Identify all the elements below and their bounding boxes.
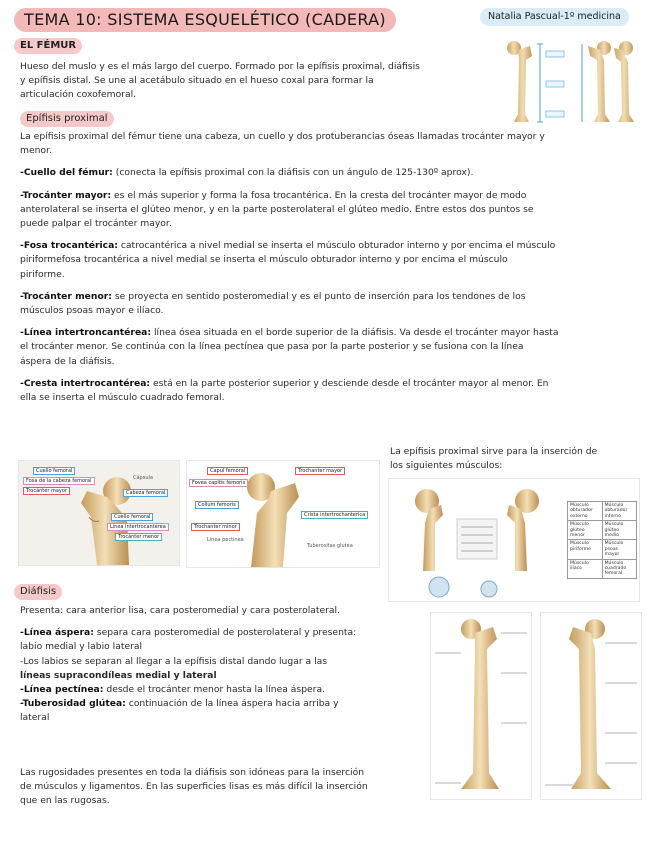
femur-anterior-illustration bbox=[431, 613, 531, 799]
text-line: lateral bbox=[20, 712, 50, 724]
text-line: puede palpar el trocánter mayor. bbox=[20, 218, 172, 230]
table-row bbox=[568, 521, 637, 540]
label-fosa-cabeza: Fosa de la cabeza femoral bbox=[23, 477, 95, 485]
muscles-insertion-figure bbox=[388, 478, 640, 602]
proximal-femur-figure-2 bbox=[186, 460, 380, 568]
tmayor-term: -Trocánter mayor: bbox=[20, 189, 112, 201]
cuello-text: (conecta la epífisis proximal con la diáfisis con un ángulo de 125-130º aprox). bbox=[112, 167, 474, 179]
text-line: de músculos y ligamentos. En las superficies lisas es más difícil la inserción bbox=[20, 781, 368, 793]
text-line: que en las rugosas. bbox=[20, 795, 110, 807]
text-line: ella se inserta el músculo cuadrado femoral. bbox=[20, 392, 225, 404]
table-row bbox=[568, 502, 637, 521]
label-trochanter-minor: Trochanter minor bbox=[191, 523, 240, 531]
muscles-table bbox=[567, 501, 637, 579]
pectinea-term: -Línea pectínea: bbox=[20, 684, 104, 696]
tmayor-paragraph bbox=[20, 189, 640, 203]
label-linea-intertrocanterea: Línea intertrocantérea bbox=[107, 523, 169, 531]
tmenor-term: -Trocánter menor: bbox=[20, 290, 112, 302]
table-row bbox=[568, 559, 637, 578]
femur-anterior-figure bbox=[430, 612, 532, 800]
pectinea-paragraph bbox=[20, 683, 420, 697]
text-line: anterolateral se inserta el glúteo menor, y en la parte posterolateral el glúteo medio. Entre estos dos puntos se bbox=[20, 203, 534, 215]
label-cuello-femoral: Cuello femoral bbox=[33, 467, 75, 475]
table-row bbox=[568, 540, 637, 559]
tmenor-paragraph bbox=[20, 290, 640, 304]
text-line: se proyecta en sentido posteromedial y es el punto de inserción para los tendones de los bbox=[111, 290, 526, 302]
page-title: TEMA 10: SISTEMA ESQUELÉTICO (CADERA) bbox=[14, 8, 396, 32]
linea-paragraph bbox=[20, 326, 640, 340]
text-line: labio medial y labio lateral bbox=[20, 641, 143, 653]
label-collum: Collum femoris bbox=[195, 501, 239, 509]
cuello-paragraph bbox=[20, 166, 640, 180]
label-cuello-femoral-2: Cuello femoral bbox=[111, 513, 153, 521]
femur-posterior-illustration bbox=[541, 613, 641, 799]
cresta-paragraph bbox=[20, 377, 640, 391]
label-capsula: Cápsula bbox=[133, 475, 153, 481]
epifisis-heading: Epífisis proximal bbox=[20, 111, 114, 127]
cresta-term: -Cresta intertrocantérea: bbox=[20, 377, 151, 389]
text-line: los siguientes músculos: bbox=[390, 460, 503, 472]
table-cell: Músculo iliaco bbox=[568, 559, 603, 578]
muscles-caption bbox=[390, 445, 640, 473]
table-cell: Músculo obturador externo bbox=[568, 502, 603, 521]
text-line: continuación de la línea áspera hacia arriba y bbox=[125, 698, 339, 710]
label-tuberositas: Tuberositas glutea bbox=[307, 543, 353, 549]
text-line: músculos psoas mayor e ilíaco. bbox=[20, 305, 164, 317]
rugosidades-paragraph bbox=[20, 766, 420, 809]
femur-intro-line: Hueso del muslo y es el más largo del cuerpo. Formado por la epífisis proximal, diáfisis bbox=[20, 61, 420, 72]
label-trocanter-mayor: Trocánter mayor bbox=[23, 487, 70, 495]
label-trocanter-menor: Trocánter menor bbox=[115, 533, 162, 541]
text-line: el trocánter menor. Se continúa con la línea pectínea que pasa por la parte posterior y se fusiona con la línea bbox=[20, 341, 524, 353]
femur-intro bbox=[20, 60, 490, 103]
femur-overview-illustration bbox=[500, 36, 640, 126]
text-line: línea ósea situada en el borde superior de la diáfisis. Va desde el trocánter mayor hasta bbox=[151, 327, 559, 339]
table-cell: Músculo glúteo menor bbox=[568, 521, 603, 540]
femur-heading: EL FÉMUR bbox=[14, 38, 82, 54]
text-line: piriforme. bbox=[20, 268, 65, 280]
linea-term: -Línea intertroncantérea: bbox=[20, 327, 152, 339]
femur-intro-line: y epífisis distal. Se une al acetábulo situado en el hueso coxal para formar la bbox=[20, 75, 374, 87]
text-line: Las rugosidades presentes en toda la diáfisis son idóneas para la inserción bbox=[20, 767, 365, 778]
text-line: catrocantérica a nivel medial se inserta el músculo obturador interno y por encima el músculo bbox=[117, 240, 556, 252]
proximal-femur-figure-1 bbox=[18, 460, 180, 566]
table-cell: Músculo cuadrado femoral bbox=[602, 559, 636, 578]
epifisis-body bbox=[20, 130, 640, 405]
fosa-term: -Fosa trocantérica: bbox=[20, 240, 118, 252]
glutea-paragraph bbox=[20, 697, 420, 711]
label-fovea: Fovea capitis femoris bbox=[189, 479, 248, 487]
label-crista: Crista intertrochanterica bbox=[301, 511, 368, 519]
femur-posterior-figure bbox=[540, 612, 642, 800]
glutea-term: -Tuberosidad glútea: bbox=[20, 698, 126, 710]
text-line: La epífisis proximal del fémur tiene una cabeza, un cuello y dos protuberancias óseas llamadas trocánter mayor y bbox=[20, 131, 545, 142]
diafisis-body bbox=[20, 604, 420, 726]
diafisis-heading: Diáfisis bbox=[14, 584, 62, 600]
aspera-paragraph bbox=[20, 626, 420, 640]
table-cell: Músculo obturador interno bbox=[602, 502, 636, 521]
aspera-term: -Línea áspera: bbox=[20, 627, 94, 639]
label-trochanter-mayor: Trochanter mayor bbox=[295, 467, 345, 475]
label-linea-pectinea: Linea pectinea bbox=[207, 537, 244, 543]
muscles-insertion-illustration bbox=[389, 479, 569, 601]
table-cell: Músculo glúteo medio bbox=[602, 521, 636, 540]
femur-intro-line: articulación coxofemoral. bbox=[20, 89, 137, 101]
text-line: menor. bbox=[20, 145, 52, 157]
text-line: áspera de la diáfisis. bbox=[20, 355, 115, 367]
text-line: -Los labios se separan al llegar a la epífisis distal dando lugar a las bbox=[20, 655, 328, 667]
table-cell: Músculo psoas mayor bbox=[602, 540, 636, 559]
text-line: La epífisis proximal sirve para la inserción de bbox=[390, 446, 598, 457]
text-line: desde el trocánter menor hasta la línea áspera. bbox=[103, 684, 326, 696]
text-line: es el más superior y forma la fosa trocantérica. En la cresta del trocánter mayor de modo bbox=[111, 189, 527, 201]
text-line: está en la parte posterior superior y desciende desde el trocánter mayor al menor. En bbox=[150, 377, 549, 389]
text-line: separa cara posteromedial de posterolateral y presenta: bbox=[93, 627, 357, 639]
femur-overview-figure bbox=[500, 36, 640, 126]
label-cabeza-femoral: Cabeza femoral bbox=[123, 489, 168, 497]
table-cell: Músculo piriforme bbox=[568, 540, 603, 559]
text-line-bold: líneas supracondíleas medial y lateral bbox=[20, 669, 217, 681]
label-capul-femoral: Capul femoral bbox=[207, 467, 248, 475]
cuello-term: -Cuello del fémur: bbox=[20, 167, 113, 179]
fosa-paragraph bbox=[20, 239, 640, 253]
text-line: piriformefosa trocantérica a nivel medial se inserta el músculo obturador interno y por encima el músculo bbox=[20, 254, 508, 266]
text-line: Presenta: cara anterior lisa, cara posteromedial y cara posterolateral. bbox=[20, 605, 341, 616]
author-badge: Natalia Pascual-1º medicina bbox=[480, 8, 629, 26]
